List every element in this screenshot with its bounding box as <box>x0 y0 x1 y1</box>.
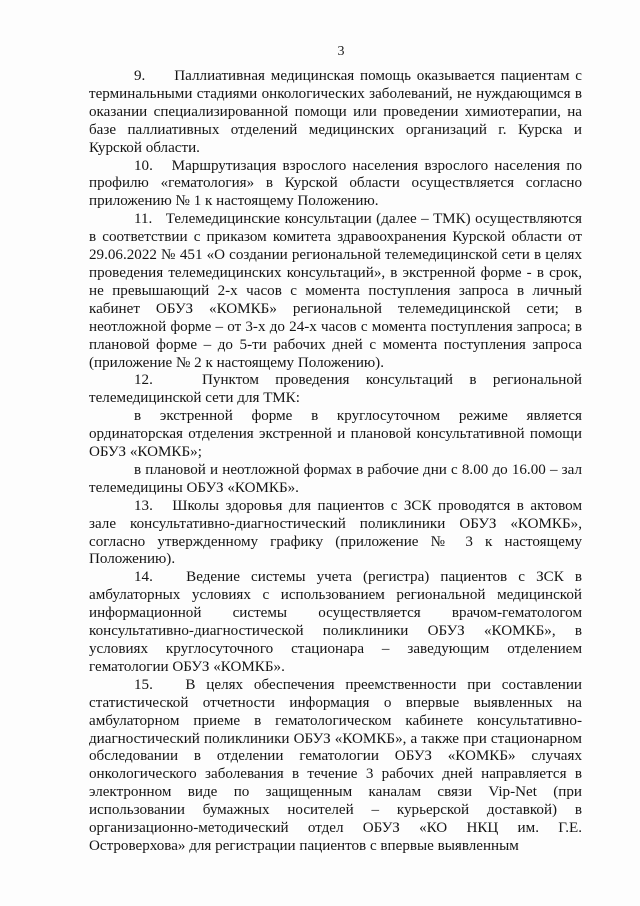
paragraph-14: 14. Ведение системы учета (регистра) пациентов с ЗСК в амбулаторных условиях с использованием региональной медицинской информационной системы осуществляется врачом-гематологом консультативно-диагностической поликлиники ОБУЗ «КОМКБ», в условиях круглосуточного стационара – заведующим отделением гематологии ОБУЗ «КОМКБ». <box>89 569 582 675</box>
paragraph-12-emergency: в экстренной форме в круглосуточном режиме является ординаторская отделения экстренной и плановой консультативной помощи ОБУЗ «КОМКБ»; <box>89 408 582 461</box>
paragraph-10: 10. Маршрутизация взрослого населения взрослого населения по профилю «гематология» в Курской области осуществляется согласно приложению № 1 к настоящему Положению. <box>89 157 582 210</box>
paragraph-12: 12. Пунктом проведения консультаций в региональной телемедицинской сети для ТМК: <box>89 372 582 407</box>
paragraph-15: 15. В целях обеспечения преемственности при составлении статистической отчетности информация о впервые выявленных на амбулаторном приеме в гематологическом кабинете консультативно-диагностический поликлиники ОБУЗ «КОМКБ», а также при стационарном обследовании в отделении гематологии ОБУЗ «КОМКБ» случаях онкологического заболевания в течение 3 рабочих дней направляется в электронном виде по защищенным каналам связи Vip-Net (при использовании бумажных носителей – курьерской доставкой) в организационно-методический отдел ОБУЗ «КО НКЦ им. Г.Е. Островерхова» для регистрации пациентов с впервые выявленным <box>89 676 582 854</box>
paragraph-9: 9. Паллиативная медицинская помощь оказывается пациентам с терминальными стадиями онкологических заболеваний, не нуждающимся в оказании специализированной помощи или проведении химиотерапии, на базе паллиативных отделений медицинских организаций г. Курска и Курской области. <box>89 68 582 156</box>
paragraph-12-planned: в плановой и неотложной формах в рабочие дни с 8.00 до 16.00 – зал телемедицины ОБУЗ «КОМКБ». <box>89 461 582 496</box>
paragraph-13: 13. Школы здоровья для пациентов с ЗСК проводятся в актовом зале консультативно-диагностический поликлиники ОБУЗ «КОМКБ», согласно утвержденному графику (приложение № 3 к настоящему Положению). <box>89 497 582 568</box>
page-number: 3 <box>337 44 345 59</box>
document-body <box>89 68 582 856</box>
paragraph-11: 11. Телемедицинские консультации (далее – ТМК) осуществляются в соответствии с приказом комитета здравоохранения Курской области от 29.06.2022 № 451 «О создании региональной телемедицинской сети в целях проведения телемедицинских консультаций», в экстренной форме - в срок, не превышающий 2-х часов с момента поступления запроса в личный кабинет ОБУЗ «КОМКБ» региональной телемедицинской сети; в неотложной форме – от 3-х до 24-х часов с момента поступления запроса; в плановой форме – до 5-ти рабочих дней с момента поступления запроса (приложение № 2 к настоящему Положению). <box>89 211 582 371</box>
